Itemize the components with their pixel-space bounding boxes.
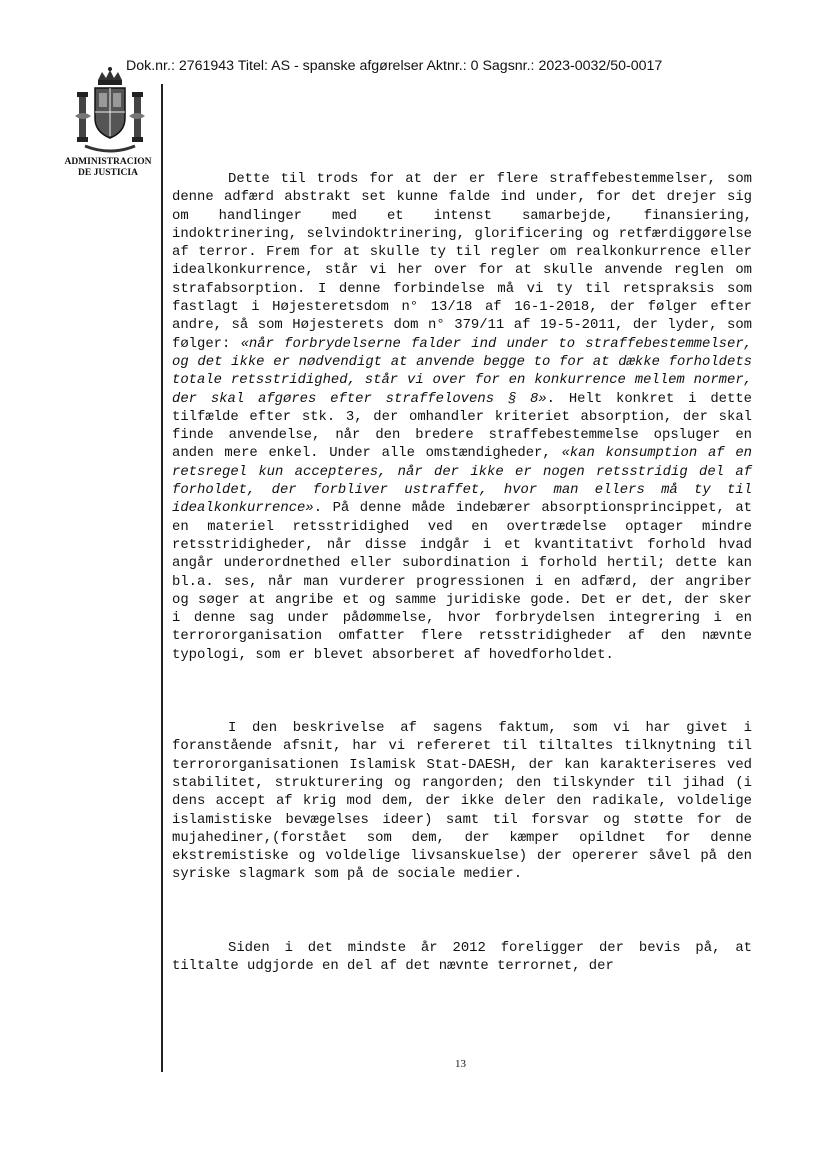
paragraph-2 <box>172 719 752 884</box>
paragraph-2-text: I den beskrivelse af sagens faktum, som vi har givet i foranstående afsnit, har vi refereret til tiltaltes tilknytning til terrororganisationen Islamisk Stat-DAESH, der kan karakteriseres ved stabilitet, strukturering og rangorden; den tilskynder til jihad (i dens accept af krig mod dem, der ikke deler den radikale, voldelige islamistiske bevægelses ideer) samt til forsvar og støtte for de mujahediner,(forstået som dem, der kæmper opildnet for denne ekstremistiske og voldelige livsanskuelse) der opererer såvel på den syriske slagmark som på de sociale medier. <box>172 720 752 883</box>
paragraph-3-text: Siden i det mindste år 2012 foreligger der bevis på, at tiltalte udgjorde en del af det nævnte terrornet, der <box>172 939 752 974</box>
agency-name-line1: ADMINISTRACION <box>64 157 152 167</box>
paragraph-1 <box>172 170 752 664</box>
document-header: Dok.nr.: 2761943 Titel: AS - spanske afgørelser Aktnr.: 0 Sagsnr.: 2023-0032/50-0017 <box>126 58 663 74</box>
agency-name-line2: DE JUSTICIA <box>78 168 138 178</box>
paragraph-1-text-c: . Helt konkret i dette tilfælde efter stk. 3, der omhandler kriteriet absorption, der skal finde anvendelse, når den bredere straffebestemmelse opsluger en anden mere enkel. Under alle omstændigheder, <box>172 390 752 462</box>
paragraph-3 <box>172 939 752 976</box>
paragraph-1-text-e: . På denne måde indebærer absorptionsprincippet, at en materiel retsstridighed ved en overtrædelse optager mindre retsstridigheder, når disse indgår i et kvantitativt forhold hvad angår underordnethed eller subordination i forhold hertil; dette kan bl.a. ses, når man vurderer progressionen i en adfærd, der angriber og søger at angribe et og samme juridiske gode. Det er det, der sker i denne sag under pådømmelse, hvor forbrydelsen integrering i en terrororganisation omfatter flere retsstridigheder af den nævnte typologi, som er blevet absorberet af hovedforholdet. <box>172 500 752 663</box>
document-body <box>172 170 752 975</box>
margin-rule <box>161 84 163 1072</box>
agency-name <box>58 157 158 179</box>
paragraph-1-text-a: Dette til trods for at der er flere straffebestemmelser, som denne adfærd abstrakt set kunne falde ind under, for det drejer sig om handlinger med et intenst samarbejde, finansiering, indoktrinering, selvindoktrinering, glorificering og retfærdiggørelse af terror. Frem for at skulle ty til regler om realkonkurrence eller idealkonkurrence, står vi her over for at skulle anvende reglen om strafabsorption. I denne forbindelse må vi ty til retspraksis som fastlagt i Højesteretsdom n° 13/18 af 16-1-2018, der følger efter andre, så som Højesterets dom n° 379/11 af 19-5-2011, der lyder, som følger: <box>172 171 752 352</box>
page-number: 13 <box>455 1058 466 1070</box>
paragraph-1-quote-1: «når forbrydelserne falder ind under to straffebestemmelser, og det ikke er nødvendigt at anvende begge to for at dække forholdets totale retsstridighed, står vi over for en konkurrence mellem normer, der skal afgøres efter straffelovens § 8» <box>172 335 752 407</box>
paragraph-1-quote-2: «kan konsumption af en retsregel kun accepteres, når der ikke er nogen retsstridig del af forholdet, der forbliver ustraffet, hvor man ellers må ty til idealkonkurrence» <box>172 445 753 517</box>
coat-of-arms-logo <box>64 66 156 156</box>
